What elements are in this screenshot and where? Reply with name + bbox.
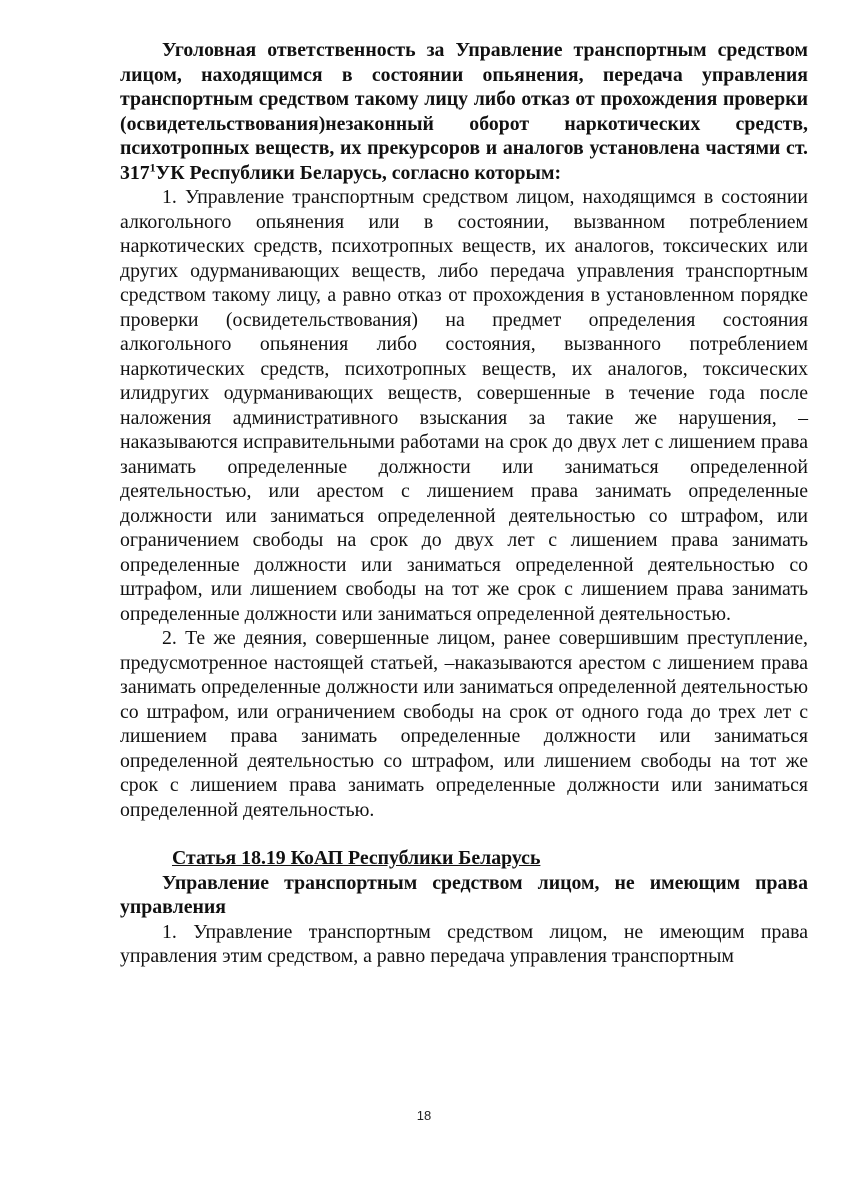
- intro-paragraph: [120, 38, 808, 185]
- article-superscript: 1: [149, 159, 156, 174]
- article-317-item-2: 2. Те же деяния, совершенные лицом, ранее совершившим преступление, предусмотренное настоящей статьей, –наказываются арестом с лишением права занимать определенные должности или заниматься определенной деятельностью со штрафом, или ограничением свободы на срок от одного года до трех лет с лишением права занимать определенные должности или заниматься определенной деятельностью со штрафом, или лишением свободы на тот же срок с лишением права занимать определенные должности или заниматься определенной деятельностью.: [120, 627, 808, 821]
- article-heading: Статья 18.19 КоАП Республики Беларусь: [172, 847, 541, 869]
- article-18-19-item-1: 1. Управление транспортным средством лицом, не имеющим права управления этим средством, а равно передача управления транспортным: [120, 920, 808, 967]
- page-number: 18: [416, 1108, 432, 1123]
- intro-text-end: УК Республики Беларусь, согласно которым:: [155, 161, 562, 184]
- page-content: [120, 38, 808, 969]
- article-title: Управление транспортным средством лицом, не имеющим права управления: [120, 871, 808, 918]
- section-gap: [120, 822, 808, 846]
- intro-text: Уголовная ответственность за Управление транспортным средством лицом, находящимся в состоянии опьянения, передача управления транспортным средством такому лицу либо отказ от прохождения проверки (освидетельствования)незаконный оборот наркотических средств, психотропных веществ, их прекурсоров и аналогов установлена частями ст. 317: [120, 39, 808, 184]
- article-317-item-1: 1. Управление транспортным средством лицом, находящимся в состоянии алкогольного опьянения или в состоянии, вызванном потреблением наркотических средств, психотропных веществ, их аналогов, токсических или других одурманивающих веществ, либо передача управления транспортным средством такому лицу, а равно отказ от прохождения в установленном порядке проверки (освидетельствования) на предмет определения состояния алкогольного опьянения либо состояния, вызванного потреблением наркотических средств, психотропных веществ, их аналогов, токсических илидругих одурманивающих веществ, совершенные в течение года после наложения административного взыскания за такие же нарушения, –наказываются исправительными работами на срок до двух лет с лишением права занимать определенные должности или заниматься определенной деятельностью, или арестом с лишением права занимать определенные должности или заниматься определенной деятельностью со штрафом, или ограничением свободы на срок до двух лет с лишением права занимать определенные должности или заниматься определенной деятельностью со штрафом, или лишением свободы на тот же срок с лишением права занимать определенные должности или заниматься определенной деятельностью.: [120, 186, 808, 625]
